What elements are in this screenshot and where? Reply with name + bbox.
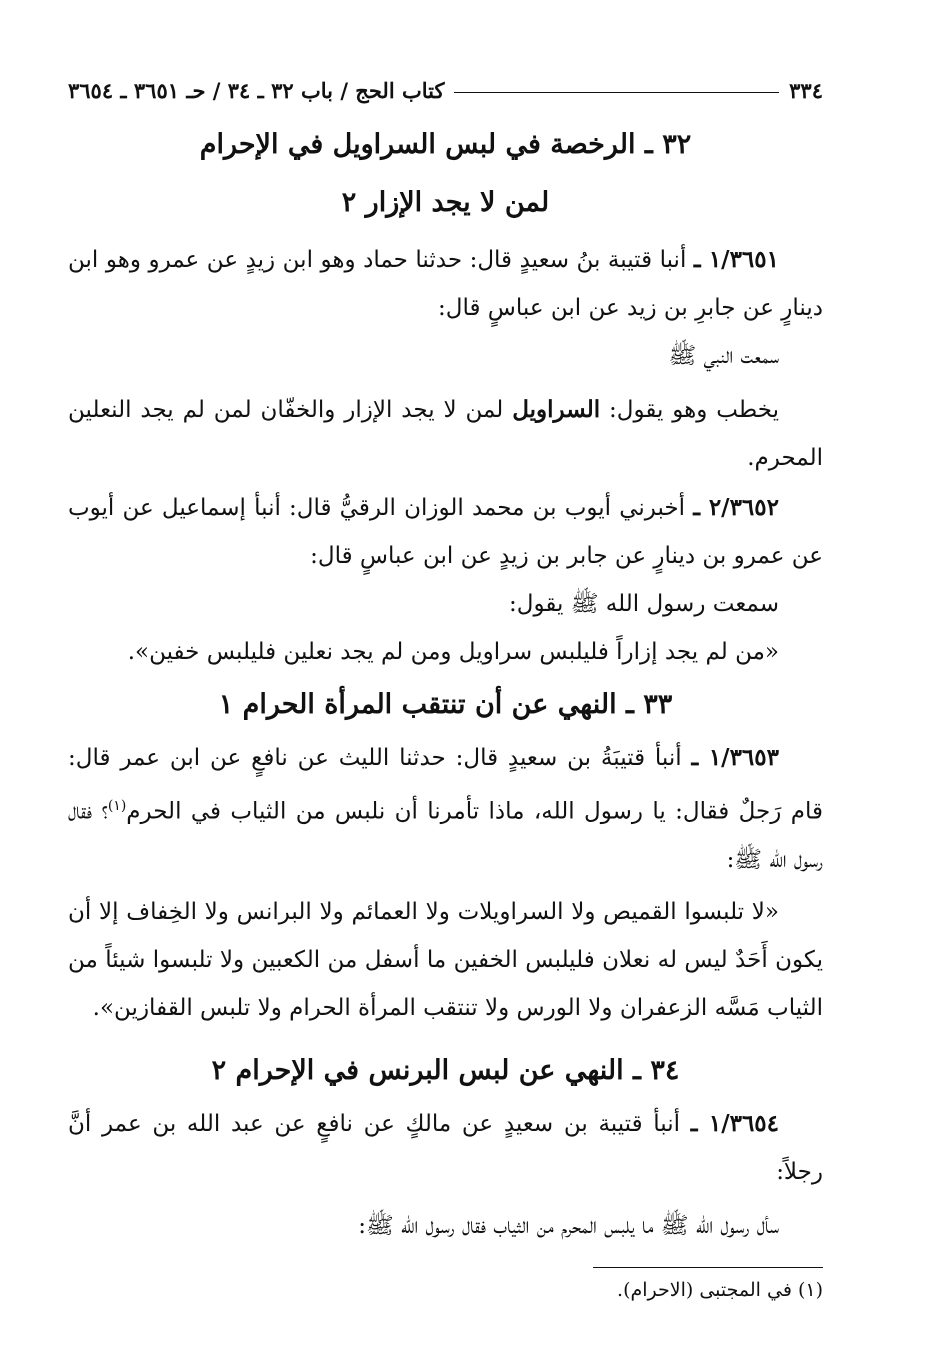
- hadith-3654-line-2: سأل رسول الله ﷺ ما يلبس المحرم من الثياب فقال رسول الله ﷺ:: [358, 1212, 779, 1239]
- hadith-3651-isnad-text: أنبا قتيبة بنُ سعيدٍ قال: حدثنا حماد وهو ابن زيدٍ عن عمرو وهو ابن دينارٍ عن جابرِ بن زيد عن ابن عباسٍ قال:: [68, 247, 823, 321]
- hadith-3651-matn-a: يخطب وهو يقول:: [600, 397, 779, 423]
- hadith-3652-isnad: [68, 484, 823, 580]
- hadith-3651-matn-bold: السراويل: [512, 396, 601, 423]
- hadith-3652-isnad-text: أخبرني أيوب بن محمد الوزان الرقيُّ قال: أنبأ إسماعيل عن أيوب عن عمرو بن دينارٍ عن جابر بن زيدٍ عن ابن عباسٍ قال:: [68, 495, 823, 569]
- hadith-3651-line-2: سمعت النبي ﷺ: [668, 343, 779, 369]
- page-number: ٣٣٤: [789, 77, 823, 103]
- hadith-3651-matn: [68, 386, 823, 482]
- hadith-3652-matn: «من لم يجد إزاراً فليلبس سراويل ومن لم يجد نعلين فليلبس خفين».: [127, 639, 779, 665]
- hadith-3651-matn-b: لمن لا يجد الإزار والخفّان لمن لم يجد النعلين المحرم.: [68, 397, 823, 471]
- running-head: [68, 72, 823, 108]
- footnote-1: (١) في المجتبى (الاحرام).: [617, 1279, 823, 1301]
- section-33-title: ٣٣ ـ النهي عن أن تنتقب المرأة الحرام ١: [218, 689, 673, 720]
- footnote-rule: [593, 1267, 823, 1268]
- hadith-3651-number: ١/٣٦٥١ ـ: [693, 246, 779, 273]
- hadith-3653-isnad-a: أنبأ قتيبَةُ بن سعيدٍ قال: حدثنا الليث عن نافعٍ عن ابن عمر قال: قام رَجلٌ فقال: يا رسول الله، ماذا تأمرنا أن نلبس من الثياب في الحرم: [68, 745, 823, 825]
- section-32-title: ٣٢ ـ الرخصة في لبس السراويل في الإحرام: [199, 129, 692, 160]
- hadith-3653-isnad: [68, 734, 823, 884]
- section-32-subtitle: لمن لا يجد الإزار ٢: [341, 187, 550, 218]
- footnote-ref-1[interactable]: (١): [107, 798, 127, 814]
- hadith-3653-number: ١/٣٦٥٣ ـ: [691, 744, 779, 771]
- hadith-3653-matn: «لا تلبسوا القميص ولا السراويلات ولا العمائم ولا البرانس ولا الخِفاف إلا أن يكون أَحَدٌ ليس له نعلان فليلبس الخفين ما أسفل من الكعبين ولا تلبسوا شيئاً من الثياب مَسَّه الزعفران ولا الورس ولا تنتقب المرأة الحرام ولا تلبس القفازين».: [68, 898, 823, 1021]
- hadith-3651-isnad: [68, 236, 823, 332]
- section-34-title: ٣٤ ـ النهي عن لبس البرنس في الإحرام ٢: [211, 1054, 680, 1086]
- header-rule: [454, 92, 779, 93]
- hadith-3652-line-2: سمعت رسول الله ﷺ يقول:: [509, 591, 779, 617]
- hadith-3654-isnad-text: أنبأ قتيبة بن سعيدٍ عن مالكٍ عن نافعٍ عن عبد الله بن عمر أنَّ رجلاً:: [68, 1110, 823, 1185]
- hadith-3654-number: ١/٣٦٥٤ ـ: [690, 1109, 780, 1137]
- hadith-3652-number: ٢/٣٦٥٢ ـ: [693, 494, 779, 521]
- hadith-3653-isnad-b: ؟ فقال رسول الله ﷺ:: [68, 798, 823, 873]
- hadith-3654-isnad: [68, 1100, 823, 1196]
- running-title: كتاب الحج / باب ٣٢ ـ ٣٤ / حـ ٣٦٥١ ـ ٣٦٥٤: [68, 77, 445, 103]
